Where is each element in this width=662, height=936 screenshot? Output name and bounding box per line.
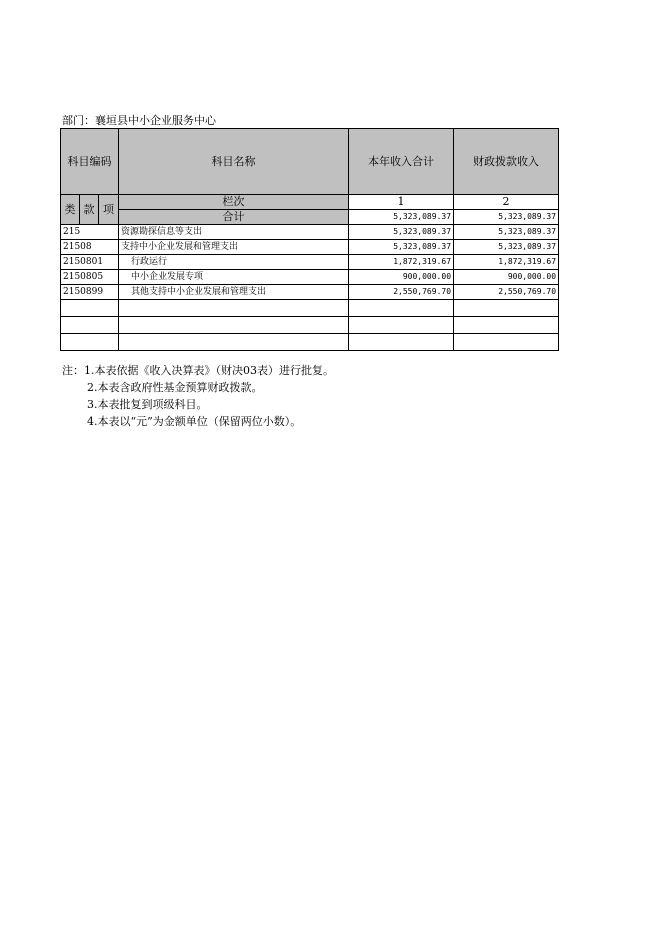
note-3: 3.本表批复到项级科目。 <box>87 398 208 411</box>
empty-cell <box>349 300 454 317</box>
row-col2: 2,550,769.70 <box>454 285 559 300</box>
table-row <box>61 270 559 285</box>
note-4: 4.本表以“元”为金额单位（保留两位小数）。 <box>87 415 302 428</box>
header-lei: 类 <box>61 195 80 225</box>
table-row <box>61 225 559 240</box>
empty-cell <box>454 317 559 334</box>
note-1: 注：1.本表依据《收入决算表》（财决03表）进行批复。 <box>62 364 334 377</box>
empty-cell <box>61 334 119 351</box>
total-col1: 5,323,089.37 <box>349 210 454 225</box>
lanci-row <box>61 195 559 210</box>
notes <box>62 362 334 430</box>
row-col2: 1,872,319.67 <box>454 255 559 270</box>
row-code: 2150805 <box>61 270 119 285</box>
seq-1: 1 <box>349 195 454 210</box>
header-col2: 财政拨款收入 <box>454 129 559 195</box>
row-col1: 2,550,769.70 <box>349 285 454 300</box>
row-name: 其他支持中小企业发展和管理支出 <box>119 285 349 300</box>
header-code: 科目编码 <box>61 129 119 195</box>
header-lanci: 栏次 <box>119 195 349 210</box>
empty-cell <box>119 334 349 351</box>
empty-cell <box>119 317 349 334</box>
total-label: 合计 <box>119 210 349 225</box>
empty-cell <box>454 300 559 317</box>
empty-cell <box>454 334 559 351</box>
empty-cell <box>349 317 454 334</box>
row-col2: 5,323,089.37 <box>454 240 559 255</box>
header-col1: 本年收入合计 <box>349 129 454 195</box>
empty-cell <box>61 317 119 334</box>
row-col2: 900,000.00 <box>454 270 559 285</box>
row-code: 215 <box>61 225 119 240</box>
header-kuan: 款 <box>80 195 99 225</box>
row-code: 2150899 <box>61 285 119 300</box>
department-label: 部门：襄垣县中小企业服务中心 <box>62 114 216 127</box>
row-name: 行政运行 <box>119 255 349 270</box>
row-col1: 900,000.00 <box>349 270 454 285</box>
total-col2: 5,323,089.37 <box>454 210 559 225</box>
empty-row <box>61 300 559 317</box>
row-name: 中小企业发展专项 <box>119 270 349 285</box>
row-col1: 1,872,319.67 <box>349 255 454 270</box>
row-col1: 5,323,089.37 <box>349 225 454 240</box>
header-xiang: 项 <box>99 195 119 225</box>
header-name: 科目名称 <box>119 129 349 195</box>
empty-cell <box>61 300 119 317</box>
row-code: 2150801 <box>61 255 119 270</box>
empty-cell <box>119 300 349 317</box>
note-2: 2.本表含政府性基金预算财政拨款。 <box>87 381 263 394</box>
row-col2: 5,323,089.37 <box>454 225 559 240</box>
row-col1: 5,323,089.37 <box>349 240 454 255</box>
row-code: 21508 <box>61 240 119 255</box>
row-name: 资源勘探信息等支出 <box>119 225 349 240</box>
total-row <box>61 210 559 225</box>
table-row <box>61 240 559 255</box>
income-report-table <box>60 128 559 351</box>
header-row <box>61 129 559 195</box>
table-row <box>61 255 559 270</box>
empty-row <box>61 334 559 351</box>
table-row <box>61 285 559 300</box>
seq-2: 2 <box>454 195 559 210</box>
row-name: 支持中小企业发展和管理支出 <box>119 240 349 255</box>
empty-row <box>61 317 559 334</box>
empty-cell <box>349 334 454 351</box>
